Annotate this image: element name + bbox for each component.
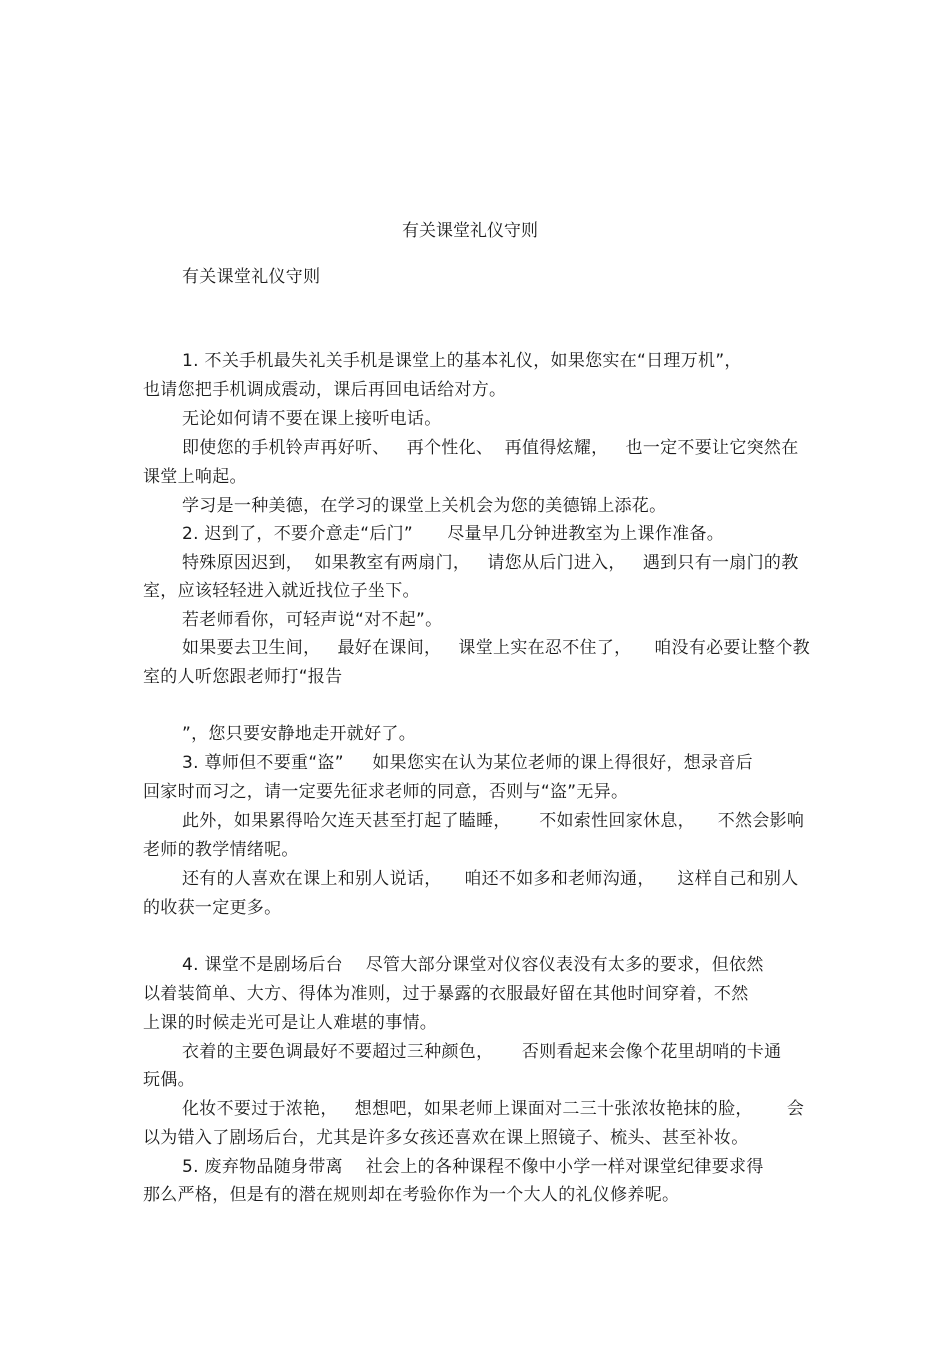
paragraph-line: 如果要去卫生间， 最好在课间， 课堂上实在忍不住了， 咱没有必要让整个教 (182, 638, 810, 658)
paragraph-line: 上课的时候走光可是让人难堪的事情。 (143, 1013, 438, 1033)
paragraph-line: 以着装简单、大方、得体为准则，过于暴露的衣服最好留在其他时间穿着，不然 (143, 984, 749, 1004)
paragraph-line: 若老师看你，可轻声说“对不起”。 (182, 610, 443, 630)
paragraph-line: 学习是一种美德，在学习的课堂上关机会为您的美德锦上添花。 (182, 496, 667, 516)
paragraph-line: 玩偶。 (143, 1070, 195, 1090)
paragraph-line: 此外，如果累得哈欠连天甚至打起了瞌睡， 不如索性回家休息， 不然会影响 (182, 811, 805, 831)
paragraph-line: 5. 废弃物品随身带离 社会上的各种课程不像中小学一样对课堂纪律要求得 (182, 1157, 764, 1177)
paragraph-line: 室的人听您跟老师打“报告 (143, 667, 343, 687)
paragraph-line: 还有的人喜欢在课上和别人说话， 咱还不如多和老师沟通， 这样自己和别人 (182, 869, 799, 889)
paragraph-line: 化妆不要过于浓艳， 想想吧，如果老师上课面对二三十张浓妆艳抹的脸， 会 (182, 1099, 805, 1119)
paragraph-line: 即使您的手机铃声再好听、 再个性化、 再值得炫耀， 也一定不要让它突然在 (182, 438, 799, 458)
paragraph-line: 1. 不关手机最失礼关手机是课堂上的基本礼仪，如果您实在“日理万机”， (182, 351, 742, 371)
paragraph-line: 回家时而习之，请一定要先征求老师的同意，否则与“盗”无异。 (143, 782, 629, 802)
paragraph-line: 的收获一定更多。 (143, 898, 282, 918)
document-subtitle: 有关课堂礼仪守则 (182, 267, 321, 287)
paragraph-line: ”，您只要安静地走开就好了。 (182, 724, 417, 744)
paragraph-line: 也请您把手机调成震动，课后再回电话给对方。 (143, 380, 507, 400)
paragraph-line: 特殊原因迟到， 如果教室有两扇门， 请您从后门进入， 遇到只有一扇门的教 (182, 553, 799, 573)
paragraph-line: 衣着的主要色调最好不要超过三种颜色， 否则看起来会像个花里胡哨的卡通 (182, 1042, 782, 1062)
paragraph-line: 室，应该轻轻进入就近找位子坐下。 (143, 581, 420, 601)
paragraph-line: 那么严格，但是有的潜在规则却在考验你作为一个大人的礼仪修养呢。 (143, 1185, 680, 1205)
paragraph-line: 以为错入了剧场后台，尤其是许多女孩还喜欢在课上照镜子、梳头、甚至补妆。 (143, 1128, 749, 1148)
document-title: 有关课堂礼仪守则 (402, 221, 538, 241)
paragraph-line: 课堂上响起。 (143, 467, 247, 487)
paragraph-line: 4. 课堂不是剧场后台 尽管大部分课堂对仪容仪表没有太多的要求，但依然 (182, 955, 764, 975)
paragraph-line: 2. 迟到了，不要介意走“后门” 尽量早几分钟进教室为上课作准备。 (182, 524, 725, 544)
paragraph-line: 老师的教学情绪呢。 (143, 840, 299, 860)
paragraph-line: 无论如何请不要在课上接听电话。 (182, 409, 442, 429)
paragraph-line: 3. 尊师但不要重“盗” 如果您实在认为某位老师的课上得很好，想录音后 (182, 753, 753, 773)
